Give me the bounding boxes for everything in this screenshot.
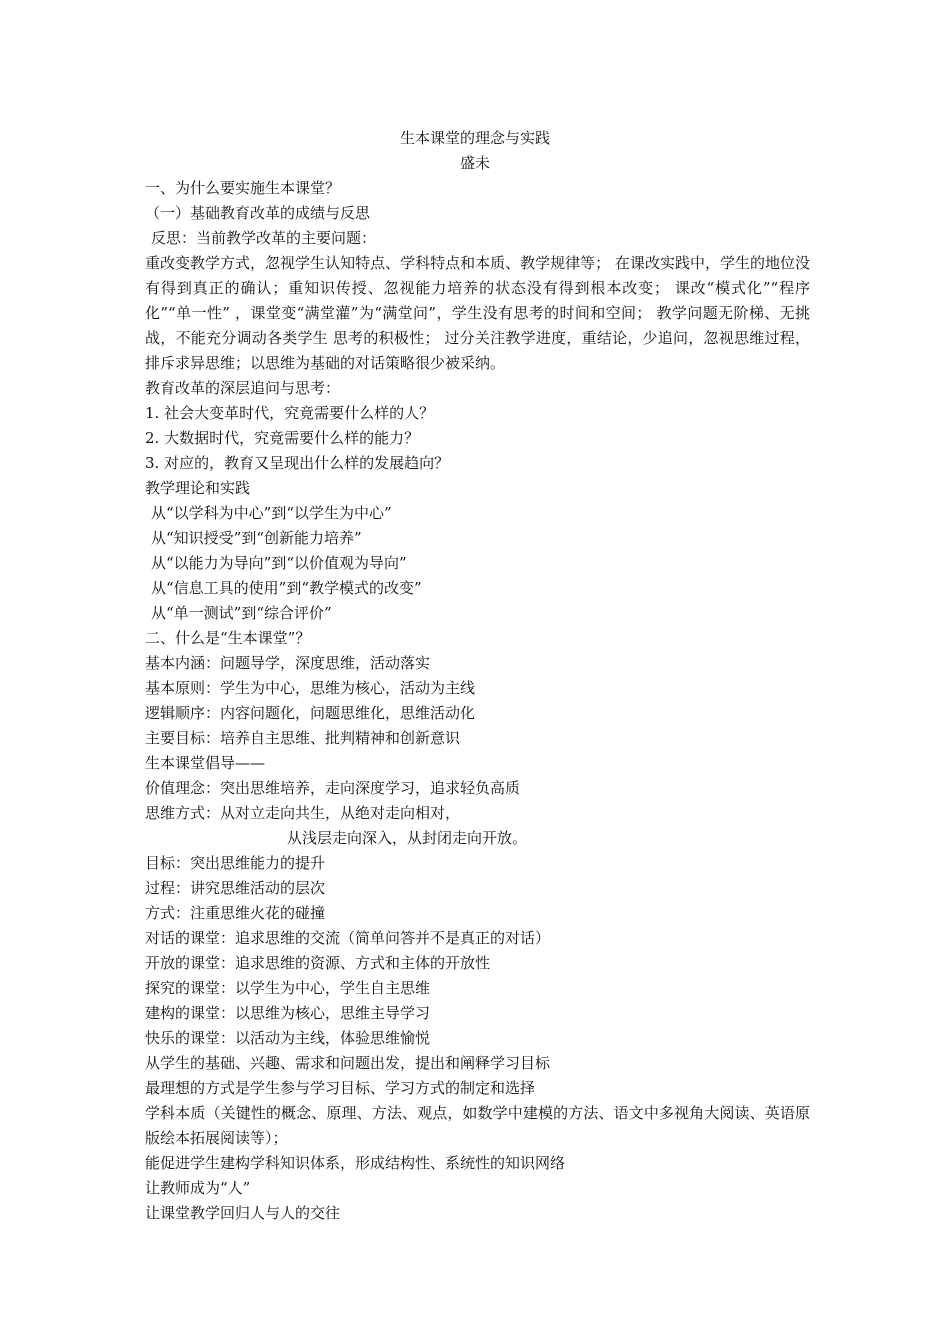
text-line: 建构的课堂：以思维为核心，思维主导学习	[145, 1004, 431, 1022]
text-line: 方式：注重思维火花的碰撞	[145, 904, 326, 922]
text-line: 让课堂教学回归人与人的交往	[145, 1204, 341, 1222]
list-item: 从“以学科为中心”到“以学生为中心”	[151, 504, 392, 522]
list-item: 从“以能力为导向”到“以价值观为导向”	[151, 554, 407, 572]
text-line: 从学生的基础、兴趣、需求和问题出发，提出和阐释学习目标	[145, 1054, 551, 1072]
list-item: 3. 对应的，教育又呈现出什么样的发展趋向？	[145, 454, 450, 472]
list-item: 1. 社会大变革时代，究竟需要什么样的人？	[145, 404, 435, 422]
subsection-heading: （一）基础教育改革的成绩与反思	[145, 204, 371, 222]
document-title: 生本课堂的理念与实践	[399, 129, 550, 147]
list-item: 2. 大数据时代，究竟需要什么样的能力？	[145, 429, 420, 447]
text-line: 思维方式：从对立走向共生，从绝对走向相对，	[145, 804, 461, 822]
text-line: 最理想的方式是学生参与学习目标、学习方式的制定和选择	[145, 1079, 536, 1097]
text-line: 能促进学生建构学科知识体系，形成结构性、系统性的知识网络	[145, 1154, 566, 1172]
text-line: 价值理念：突出思维培养，走向深度学习，追求轻负高质	[145, 779, 521, 797]
text-line: 主要目标：培养自主思维、批判精神和创新意识	[145, 729, 461, 747]
text-line: 快乐的课堂：以活动为主线，体验思维愉悦	[145, 1029, 431, 1047]
list-item: 从“知识授受”到“创新能力培养”	[151, 529, 362, 547]
text-line: 基本原则：学生为中心，思维为核心，活动为主线	[145, 679, 476, 697]
list-item: 从“信息工具的使用”到“教学模式的改变”	[151, 579, 422, 597]
text-line: 让教师成为“人”	[145, 1179, 251, 1197]
list-item: 从“单一测试”到“综合评价”	[151, 604, 332, 622]
text-line: 开放的课堂：追求思维的资源、方式和主体的开放性	[145, 954, 491, 972]
text-line: 教学理论和实践	[145, 479, 251, 497]
document-author: 盛未	[459, 154, 490, 172]
text-line: 从浅层走向深入，从封闭走向开放。	[287, 829, 528, 847]
text-line: 对话的课堂：追求思维的交流（简单问答并不是真正的对话）	[145, 929, 551, 947]
text-line: 反思：当前教学改革的主要问题：	[151, 229, 377, 247]
section-heading: 二、什么是“生本课堂”？	[145, 629, 311, 647]
section-heading: 一、为什么要实施生本课堂？	[145, 179, 341, 197]
text-line: 探究的课堂：以学生为中心，学生自主思维	[145, 979, 431, 997]
text-line: 教育改革的深层追问与思考：	[145, 379, 341, 397]
paragraph: 重改变教学方式，忽视学生认知特点、学科特点和本质、教学规律等； 在课改实践中，学生的地位没有得到真正的确认；重知识传授、忽视能力培养的状态没有得到根本改变； 课改“模式化”“程序化”“单一性” ，课堂变“满堂灌”为“满堂问”，学生没有思考的时间和空间； 教学问题无阶梯、无挑战，不能充分调动各类学生 思考的积极性； 过分关注教学进度，重结论，少追问，忽视思维过程，排斥求异思维；以思维为基础的对话策略很少被采纳。	[145, 254, 810, 372]
text-line: 逻辑顺序：内容问题化，问题思维化，思维活动化	[145, 704, 476, 722]
document-body	[145, 176, 810, 1226]
text-line: 过程：讲究思维活动的层次	[145, 879, 326, 897]
text-line: 生本课堂倡导——	[145, 754, 266, 772]
text-line: 基本内涵：问题导学，深度思维，活动落实	[145, 654, 431, 672]
text-line: 目标：突出思维能力的提升	[145, 854, 326, 872]
paragraph: 学科本质（关键性的概念、原理、方法、观点，如数学中建模的方法、语文中多视角大阅读、英语原版绘本拓展阅读等）；	[145, 1104, 810, 1147]
